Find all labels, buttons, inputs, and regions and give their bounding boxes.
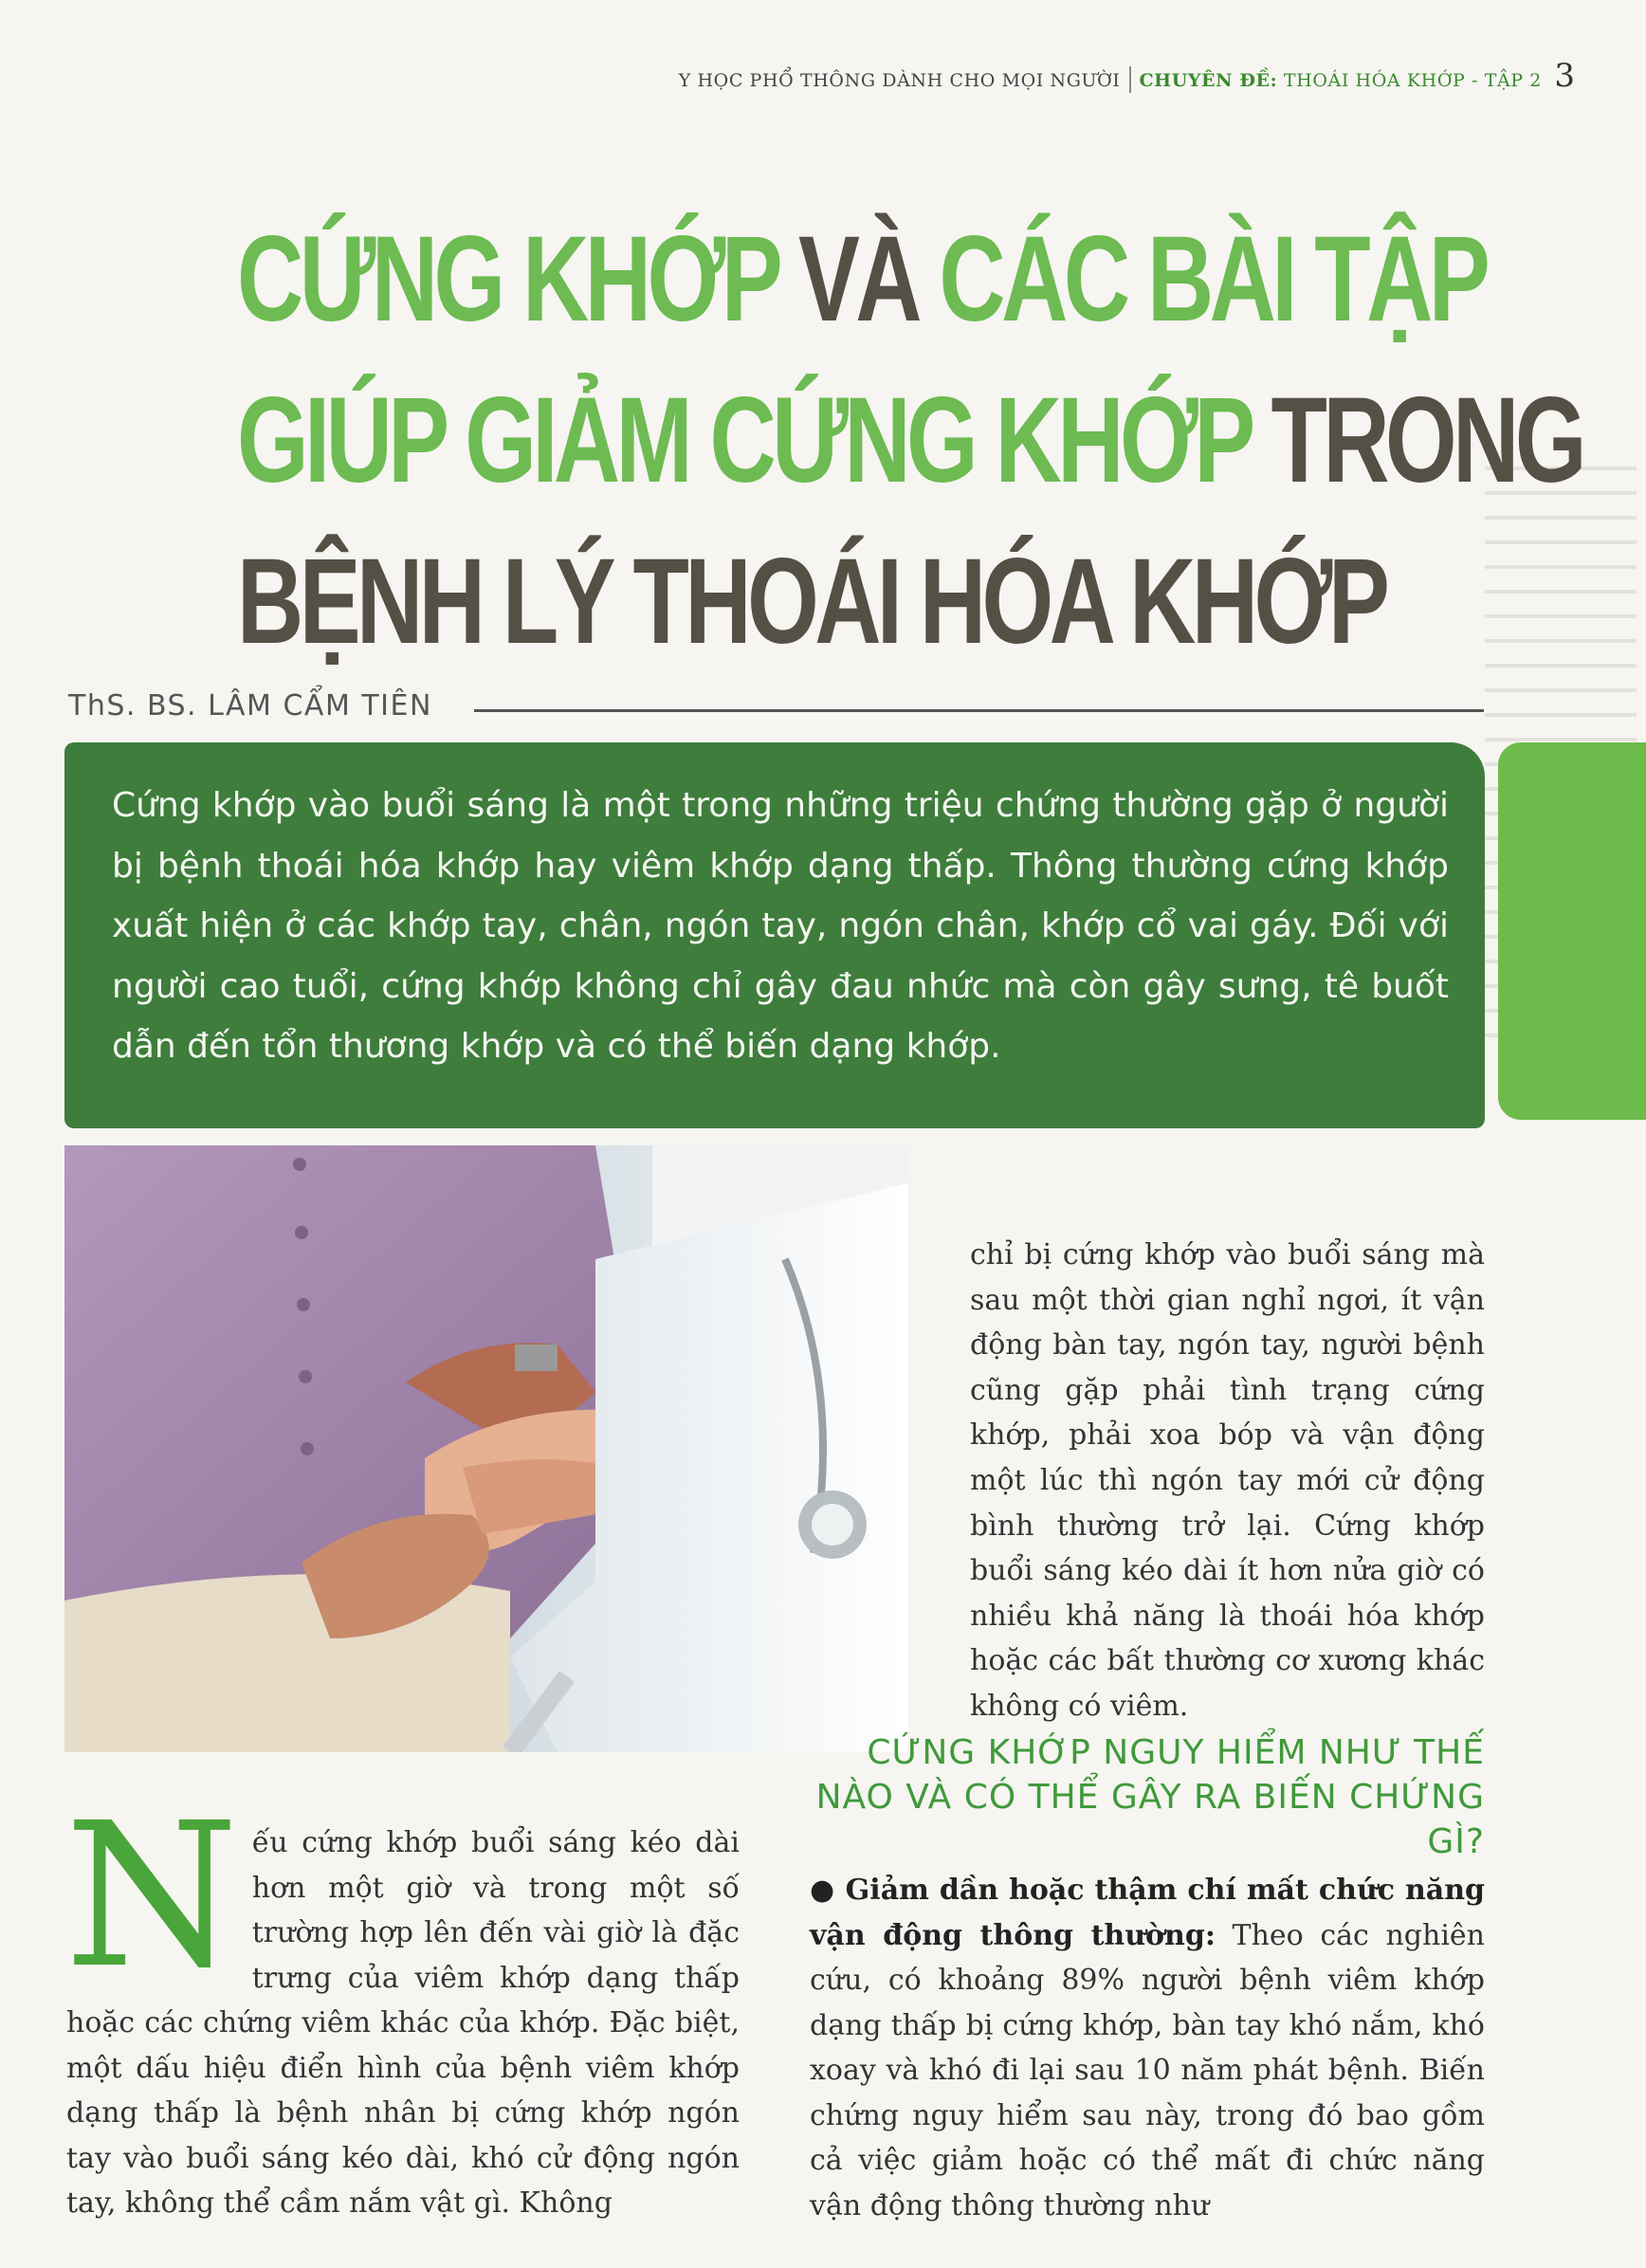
right-column-top-text: chỉ bị cứng khớp vào buổi sáng mà sau một thời gian nghỉ ngơi, ít vận động bàn tay, ngón tay, người bệnh cũng gặp phải tình trạng cứng khớp, phải xoa bóp và vận động một lúc thì ngón tay mới cử động bình thường trở lại. Cứng khớp buổi sáng kéo dài ít hơn nửa giờ có nhiều khả năng là thoái hóa khớp hoặc các bất thường cơ xương khác không có viêm.: [970, 1238, 1485, 1723]
publication-name: Y HỌC PHỔ THÔNG DÀNH CHO MỌI NGƯỜI: [678, 70, 1121, 91]
topic-label: CHUYÊN ĐỀ:: [1139, 70, 1278, 91]
photo-illustration: [64, 1145, 908, 1752]
bullet-heading: ● Giảm dần hoặc thậm chí mất chức năng vận động thông thường:: [810, 1874, 1485, 1952]
title-line-1: CỨNG KHỚP VÀ CÁC BÀI TẬP: [237, 211, 1487, 347]
intro-text: Cứng khớp vào buổi sáng là một trong những triệu chứng thường gặp ở người bị bệnh thoái hóa khớp hay viêm khớp dạng thấp. Thông thường cứng khớp xuất hiện ở các khớp tay, chân, ngón tay, ngón chân, khớp cổ vai gáy. Đối với người cao tuổi, cứng khớp không chỉ gây đau nhức mà còn gây sưng, tê buốt dẫn đến tổn thương khớp và có thể biến dạng khớp.: [112, 786, 1449, 1066]
article-title: [237, 199, 1582, 683]
page-number: 3: [1554, 57, 1575, 95]
doctor-holding-patient-hand-photo: [64, 1145, 908, 1752]
author-byline: ThS. BS. LÂM CẨM TIÊN: [68, 689, 432, 722]
section-heading: CỨNG KHỚP NGUY HIỂM NHƯ THẾ NÀO VÀ CÓ THỂ GÂY RA BIẾN CHỨNG GÌ?: [815, 1733, 1485, 1861]
title-line-2: GIÚP GIẢM CỨNG KHỚP TRONG: [237, 373, 1582, 508]
drop-cap: N: [64, 1780, 239, 2012]
left-column-body: ếu cứng khớp buổi sáng kéo dài hơn một giờ và trong một số trường hợp lên đến vài giờ là đặc trưng của viêm khớp dạng thấp hoặc các chứng viêm khác của khớp. Đặc biệt, một dấu hiệu điển hình của bệnh viêm khớp dạng thấp là bệnh nhân bị cứng khớp ngón tay vào buổi sáng kéo dài, khó cử động ngón tay, không thể cầm nắm vật gì. Không: [66, 1826, 740, 2220]
title-line-3: BỆNH LÝ THOÁI HÓA KHỚP: [237, 534, 1386, 669]
side-color-tab: [1498, 742, 1646, 1120]
header-divider: [1129, 66, 1131, 93]
left-column-text: [64, 1780, 740, 2226]
byline-rule: [474, 709, 1484, 712]
running-header: [679, 66, 1542, 93]
bullet-body: Theo các nghiên cứu, có khoảng 89% người bệnh viêm khớp dạng thấp bị cứng khớp, bàn tay khó nắm, khó xoay và khó đi lại sau 10 năm phát bệnh. Biến chứng nguy hiểm sau này, trong đó bao gồm cả việc giảm hoặc có thể mất đi chức năng vận động thông thường như: [810, 1918, 1485, 2222]
right-column-bottom-text: [810, 1868, 1485, 2228]
topic-name: THOÁI HÓA KHỚP - TẬP 2: [1283, 70, 1542, 91]
